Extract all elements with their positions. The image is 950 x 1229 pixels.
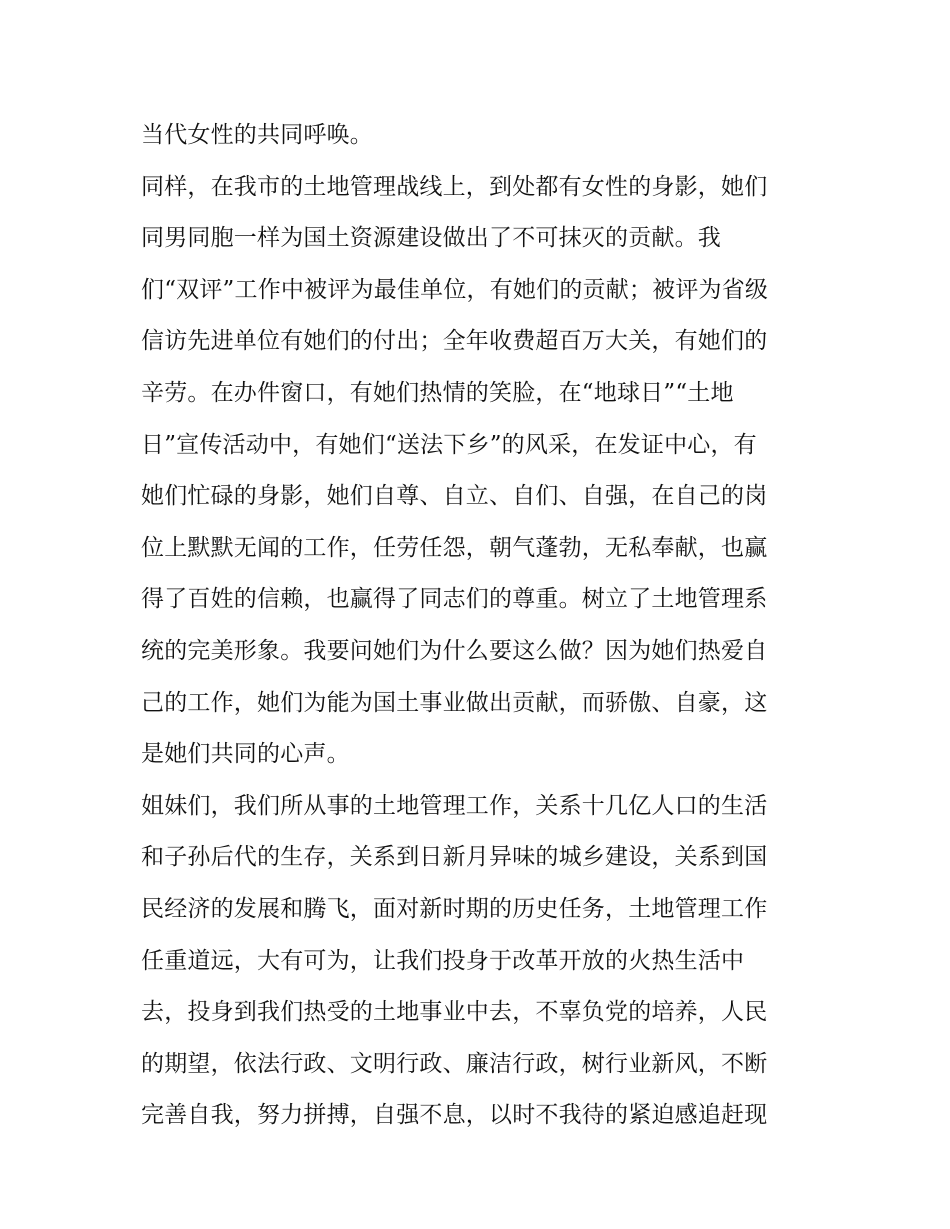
text-line: 姐妹们，我们所从事的土地管理工作，关系十几亿人口的生活 [141,792,768,819]
text-line: 辛劳。在办件窗口，有她们热情的笑脸，在“地球日”“土地 [141,379,734,406]
text-line: 民经济的发展和腾飞，面对新时期的历史任务，土地管理工作 [141,895,768,922]
text-line: 同样，在我市的土地管理战线上，到处都有女性的身影，她们 [141,173,768,200]
body-text [141,110,821,1142]
text-line: 们“双评”工作中被评为最佳单位，有她们的贡献；被评为省级 [141,276,769,303]
text-line: 位上默默无闻的工作，任劳任怨，朝气蓬勃，无私奉献，也赢 [141,534,768,561]
text-line: 是她们共同的心声。 [141,741,350,768]
text-line: 和子孙后代的生存，关系到日新月异味的城乡建设，关系到国 [141,844,768,871]
text-line: 得了百姓的信赖，也赢得了同志们的尊重。树立了土地管理系 [141,586,768,613]
text-line: 去，投身到我们热受的土地事业中去，不辜负党的培养，人民 [141,999,768,1026]
text-line: 信访先进单位有她们的付出；全年收费超百万大关，有她们的 [141,328,768,355]
text-line: 同男同胞一样为国土资源建设做出了不可抹灭的贡献。我 [141,225,721,252]
text-line: 任重道远，大有可为，让我们投身于改革开放的火热生活中 [141,947,745,974]
text-line: 己的工作，她们为能为国土事业做出贡献，而骄傲、自豪，这 [141,689,768,716]
text-line: 完善自我，努力拼搏，自强不息，以时不我待的紧迫感追赶现 [141,1102,768,1129]
text-line: 当代女性的共同呼唤。 [141,122,373,148]
text-line: 的期望，依法行政、文明行政、廉洁行政，树行业新风，不断 [141,1050,768,1077]
text-line: 统的完美形象。我要问她们为什么要这么做？因为她们热爱自 [141,637,768,664]
text-line: 她们忙碌的身影，她们自尊、自立、自们、自强，在自己的岗 [141,483,768,510]
text-line: 日”宣传活动中，有她们“送法下乡”的风采，在发证中心，有 [141,431,757,458]
